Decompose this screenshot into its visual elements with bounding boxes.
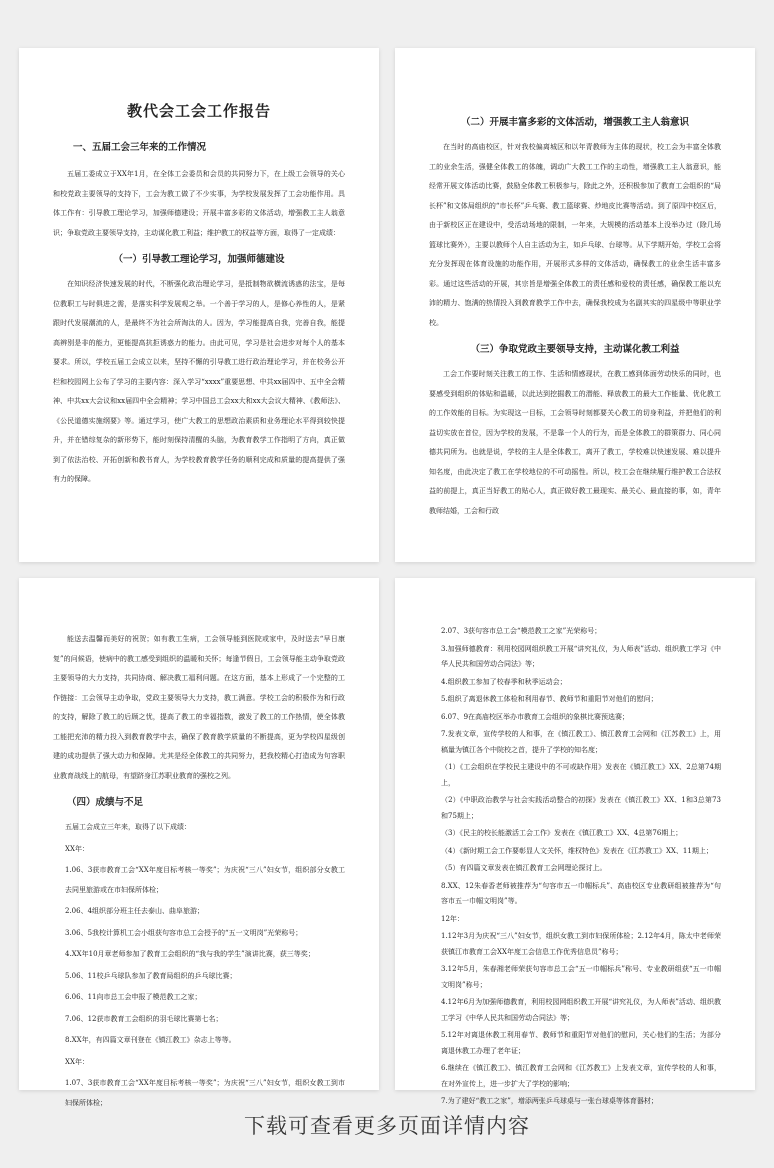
list-item: 2.06、4组织部分班主任去泰山、曲阜旅游； (65, 907, 205, 915)
paragraph: 在当时的高庙校区，针对我校偏离城区和以年青教师为主体的现状，校工会为丰富全体教工的业余生活，强健全体教工的体魄，调动广大教工工作的主动性，增强教工主人翁意识，能经常开展文体活动比赛，鼓励全体教工积极参与，除此之外，还积极参加了教育工会组织的“局长杯”和文体局组织的“市长杯”乒乓赛、教工篮球赛、炒地皮比赛等活动。到了原四中校区后，由于新校区正在建设中，受活动场地的限制，一年来，大规模的活动基本上没举办过（除几场篮球比赛外），主要以教师个人自主活动为主，如乒乓球、台球等。从下学期开始，学校工会将充分发挥现在体育设施的功能作用，开展形式多样的文体活动，确保教工的业余生活丰富多彩。通过这些活动的开展，其宗旨是增强全体教工的责任感和爱校的责任感，确保教工能以充沛的精力、饱满的热情投入到教育教学工作中去，确保我校成为名副其实的四星级中等职业学校。 (429, 143, 721, 327)
list-item: 8.XX、12朱春香老师被推荐为“句容市五一巾帼标兵”、高庙校区专业教研组被推荐为“句容市五一巾帼文明岗”等。 (441, 881, 721, 905)
list-item: 6.继续在《镇江教工》、镇江教育工会网和《江苏教工》上发表文章，宣传学校的人和事，在对外宣传上，进一步扩大了学校的影响； (441, 1064, 721, 1088)
list-item: 5.06、11校乒乓球队参加了教育局组织的乒乓球比赛； (65, 971, 237, 980)
list-item: （2）《中职政治教学与社会实践活动整合的初探》发表在《镇江教工》XX、1和3总第73和75期上； (441, 796, 721, 820)
document-page-4 (395, 578, 755, 1105)
list-item: 4.XX年10月章老师参加了教育工会组织的“我与我的学生”演讲比赛，获三等奖； (65, 950, 315, 958)
list-item: 3.加强师德教育：利用校园网组织教工开展“讲究礼仪，为人师表”活动、组织教工学习《中华人民共和国劳动合同法》等； (441, 644, 721, 668)
paragraph: 工会工作要时刻关注教工的工作、生活和情感现状，在教工感到体面劳动快乐的同时，也要感受到组织的体贴和温暖，以此达到挖掘教工的潜能、释放教工的最大工作能量、优化教工的工作效能的目标。为实现这一目标，工会领导时刻都要关心教工的切身利益，并把他们的利益切实放在首位，因为学校的发展，不是靠一个人的行为，而是全体教工的群策群力、同心同德共同所为。也就是说，学校的主人是全体教工，离开了教工，学校难以快速发展、难以提升知名度，由此决定了教工在学校地位的不可动摇性。所以，校工会在继续履行维护教工合法权益的前提上，真正当好教工的贴心人，真正做好教工最现实、最关心、最直接的事，如，青年教师结婚，工会和行政 (429, 370, 721, 515)
paragraph: 五届工委成立于XX年1月，在全体工会委员和会员的共同努力下，在上级工会领导的关心和校党政主要领导的支持下，工会为教工做了不少实事，为学校发展发挥了工会功能作用。具体工作有：引导教工理论学习，加强师德建设；开展丰富多彩的文体活动，增强教工主人翁意识；争取党政主要领导支持，主动谋化教工利益；维护教工的权益等方面，取得了一定成绩： (53, 170, 345, 237)
list-item: 8.XX年，有四篇文章刊登在《镇江教工》杂志上等等。 (65, 1036, 236, 1044)
download-more-caption: 下载可查看更多页面详情内容 (244, 1114, 530, 1138)
list-item: 1.06、3获市教育工会“XX年度目标考核一等奖”；为庆祝“三八”妇女节，组织部分女教工去同里旅游或在市妇保所体检； (65, 866, 345, 894)
document-page-2 (395, 48, 755, 562)
document-page-3 (19, 578, 379, 1107)
list-item: 6.06、11向市总工会申报了模范教工之家； (65, 993, 202, 1001)
list-item: 3.12年5月，朱春湘老师荣获句容市总工会“五一巾帼标兵”称号、专业教研组获“五一巾帼文明岗”称号； (441, 965, 721, 989)
subsection-heading: （三）争取党政主要领导支持，主动谋化教工利益 (470, 344, 680, 355)
list-item: （3）《民主的校长能激活工会工作》发表在《镇江教工》XX、4总第76期上； (441, 829, 683, 837)
report-title: 教代会工会工作报告 (126, 102, 271, 120)
document-page-1 (19, 48, 379, 562)
list-item: 4.组织教工参加了校春季和秋季运动会； (441, 677, 567, 686)
subsection-heading: （二）开展丰富多彩的文体活动，增强教工主人翁意识 (460, 117, 689, 128)
year-label: 12年： (441, 914, 464, 923)
list-item: 6.07、9在高庙校区举办市教育工会组织的象棋比赛预选赛； (441, 712, 630, 721)
subsection-heading: （四）成绩与不足 (67, 797, 144, 808)
subsection-heading: （一）引导教工理论学习，加强师德建设 (113, 254, 285, 265)
paragraph: 在知识经济快速发展的时代，不断强化政治理论学习，是抵制物欲横流诱惑的法宝，是每位教职工与时俱进之需，是落实科学发展观之举。一个善于学习的人，是修心养性的人，是紧跟时代发展潮流的人，是最终不为社会所淘汰的人。因为，学习能提高自我，完善自我，能提高辨别是非的能力，更能提高抗拒诱惑力的能力。由此可见，学习是社会进步对每个人的基本要求。所以，学校五届工会成立以来，坚持不懈的引导教工进行政治理论学习，并在校务公开栏和校园网上公布了学习的主要内容：深入学习“xxxx”重要思想、中共xx届四中、五中全会精神、中共xx大会议和xx届四中全会精神；学习中国总工会xx大和xx大会议大精神、《教师法》、《公民道德实施纲要》等。通过学习，使广大教工的思想政治素质和业务理论水平得到较快提升，并在错综复杂的新形势下，能时刻保持清醒的头脑，为教育教学工作指明了方向，真正做到了依法治校、开拓创新和教书育人，为学校教育教学任务的顺利完成和质量的提高提供了强有力的保障。 (53, 280, 345, 483)
list-item: 3.06、5我校计算机工会小组获句容市总工会授予的“五一文明岗”光荣称号； (65, 928, 303, 937)
list-item: 2.07、3获句容市总工会“模范教工之家”光荣称号； (441, 627, 602, 635)
list-item: 5.12年对离退休教工利用春节、教师节和重阳节对他们的慰问，关心他们的生活；为部分离退休教工办理了老年证； (441, 1031, 721, 1055)
section-heading-1: 一、五届工会三年来的工作情况 (73, 142, 207, 153)
year-label: XX年： (65, 1057, 89, 1066)
list-item: 7.发表文章，宣传学校的人和事，在《镇江教工》、镇江教育工会网和《江苏教工》上，用稿量为镇江各个中院校之首，提升了学校的知名度； (441, 730, 721, 754)
list-item: 5.组织了离退休教工体检和利用春节、教师节和重阳节对他们的慰问； (441, 695, 658, 703)
list-item: （4）《新时期工会工作要彰显人文关怀，维权特色》发表在《江苏教工》XX、11期上； (441, 846, 713, 855)
list-item: （1）《工会组织在学校民主建设中的不可或缺作用》发表在《镇江教工》XX、2总第74期上， (441, 763, 721, 787)
list-item: 7.06、12获市教育工会组织的羽毛球比赛第七名； (65, 1014, 223, 1023)
paragraph: 能送去温馨而美好的祝贺；如有教工生病，工会领导能到医院或家中，及时送去“早日康复”的问候语，使病中的教工感受到组织的温暖和关怀；每逢节假日，工会领导能主动争取党政主要领导的大力支持，共同协商、解决教工福利问题。在这方面，基本上形成了一个完整的工作链接：工会领导主动争取，党政主要领导大力支持，教工满意。学校工会的积极作为和行政的支持，解除了教工的后顾之忧，提高了教工的幸福指数，激发了教工的工作热情，使全体教工能把充沛的精力投入到教育教学中去，确保了教育教学质量的不断提高，更为学校四星级创建的成功提供了强大动力和保障。尤其是经全体教工的共同努力，把我校精心打造成为句容职业教育战线上的航母，有望跻身江苏职业教育的强校之列。 (53, 635, 345, 780)
paragraph: 五届工会成立三年来，取得了以下成绩： (65, 823, 191, 831)
list-item: （5）有四篇文章发表在镇江教育工会网理论探讨上。 (441, 864, 607, 872)
year-label: XX年： (65, 844, 89, 853)
list-item: 4.12年6月为加强师德教育，利用校园网组织教工开展“讲究礼仪，为人师表”活动、组织教工学习《中华人民共和国劳动合同法》等； (441, 998, 721, 1022)
list-item: 1.12年3月为庆祝“三八”妇女节，组织女教工到市妇保所体检；2.12年4月，陈太中老师荣获镇江市教育工会XX年度工会信息工作优秀信息员”称号； (441, 932, 721, 956)
list-item: 1.07、3获市教育工会“XX年度目标考核一等奖”；为庆祝“三八”妇女节，组织女教工到市妇保所体检； (65, 1079, 345, 1107)
list-item: 7.为了建好“教工之家”，增添两张乒乓球桌与一张台球桌等体育器材； (441, 1097, 658, 1105)
